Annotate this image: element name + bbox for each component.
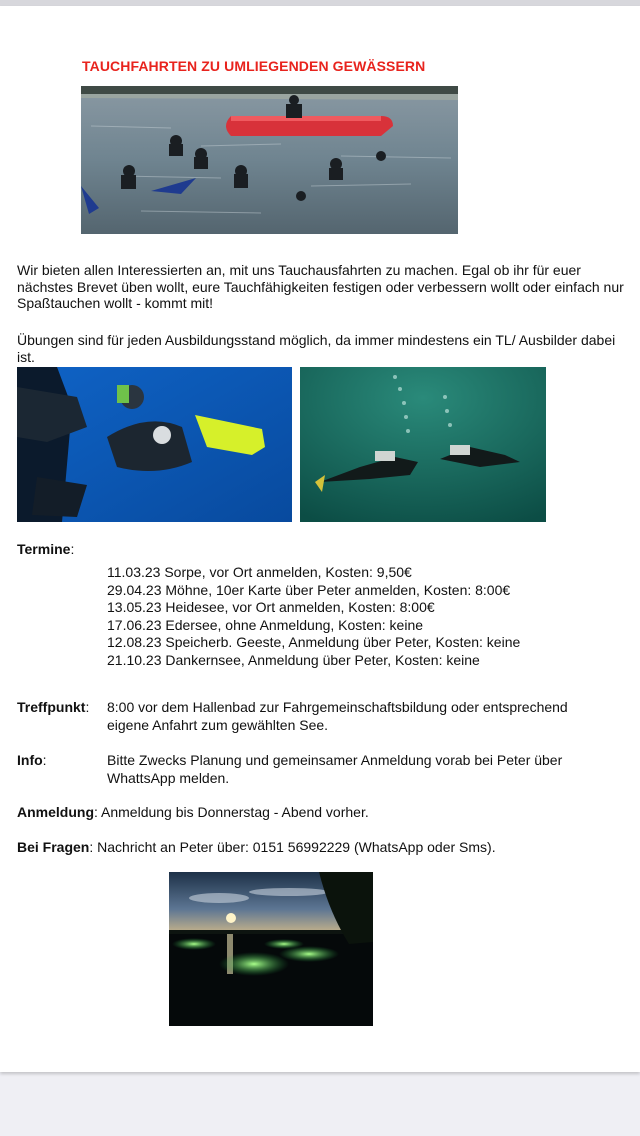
boat-photo <box>81 86 458 234</box>
date-item: 13.05.23 Heidesee, vor Ort anmelden, Kosten: 8:00€ <box>107 599 435 616</box>
date-item: 29.04.23 Möhne, 10er Karte über Peter anmelden, Kosten: 8:00€ <box>107 581 511 598</box>
document-page <box>0 6 640 1072</box>
info-line-2: WhattsApp melden. <box>107 770 230 786</box>
info-label: Info: <box>17 752 47 768</box>
night-lake-photo <box>169 872 373 1026</box>
underwater-photo-left <box>17 367 292 522</box>
intro-text: Wir bieten allen Interessierten an, mit uns Tauchausfahrten zu machen. Egal ob ihr für euer nächstes Brevet üben wollt, eure Tauchfähigkeiten festigen oder verbessern wollt oder einfach nur Spaßtauchen wollt - kommt mit! <box>17 262 624 311</box>
date-item: 12.08.23 Speicherb. Geeste, Anmeldung über Peter, Kosten: keine <box>107 634 521 651</box>
termine-label: Termine: <box>17 541 75 557</box>
treffpunkt-label: Treffpunkt: <box>17 699 90 715</box>
treffpunkt-line-2: eigene Anfahrt zum gewählten See. <box>107 717 329 733</box>
treffpunkt-line-1: 8:00 vor dem Hallenbad zur Fahrgemeinschaftsbildung oder entsprechend <box>107 699 568 715</box>
info-line-1: Bitte Zwecks Planung und gemeinsamer Anmeldung vorab bei Peter über <box>107 752 563 768</box>
date-item: 11.03.23 Sorpe, vor Ort anmelden, Kosten: 9,50€ <box>107 564 412 580</box>
dates-list <box>107 564 520 670</box>
page-title: TAUCHFAHRTEN ZU UMLIEGENDEN GEWÄSSERN <box>82 58 426 74</box>
fragen-line: Bei Fragen: Nachricht an Peter über: 0151 56992229 (WhatsApp oder Sms). <box>17 839 496 855</box>
anmeldung-line: Anmeldung: Anmeldung bis Donnerstag - Abend vorher. <box>17 804 369 820</box>
date-item: 21.10.23 Dankernsee, Anmeldung über Peter, Kosten: keine <box>107 651 480 668</box>
underwater-photo-right <box>300 367 546 522</box>
levels-text: Übungen sind für jeden Ausbildungsstand möglich, da immer mindestens ein TL/ Ausbilder dabei ist. <box>17 332 616 365</box>
date-item: 17.06.23 Edersee, ohne Anmeldung, Kosten: keine <box>107 616 424 633</box>
